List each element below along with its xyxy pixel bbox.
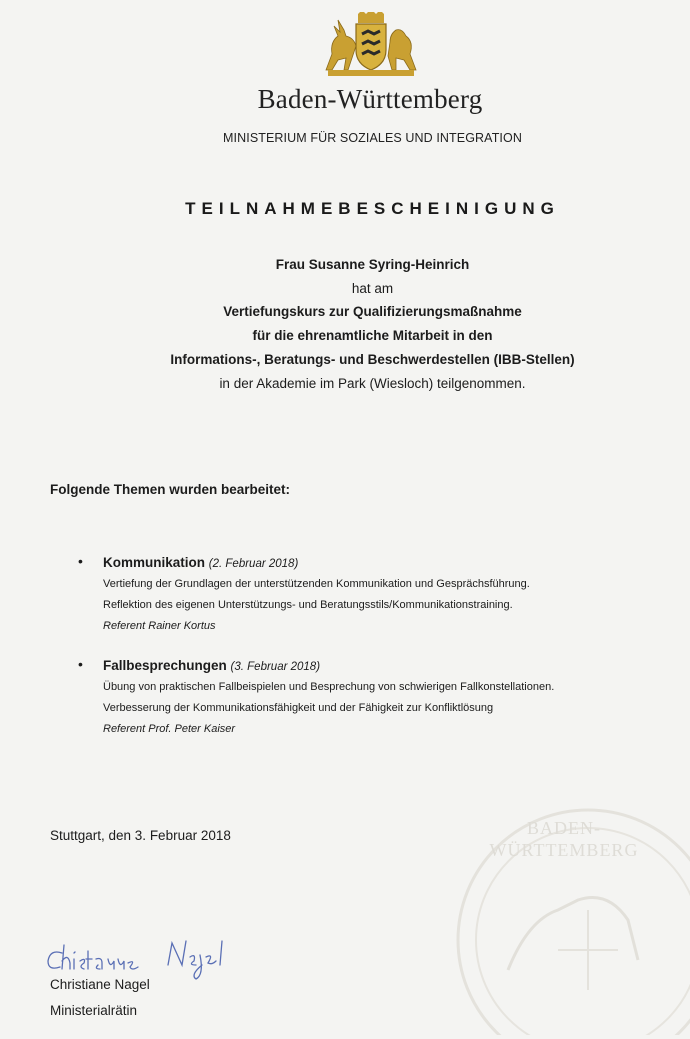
signer-title: Ministerialrätin xyxy=(50,1003,138,1018)
document-title: TEILNAHMEBESCHEINIGUNG xyxy=(185,199,560,218)
topics-heading: Folgende Themen wurden bearbeitet: xyxy=(50,482,291,497)
topic-description: Reflektion des eigenen Unterstützungs- und Beratungsstils/Kommunikationstraining. xyxy=(103,599,513,611)
seal-text-line-1: BADEN- xyxy=(527,818,601,838)
bullet-icon: • xyxy=(78,553,83,569)
topic-date: (3. Februar 2018) xyxy=(230,661,321,673)
handwritten-signature xyxy=(40,935,240,981)
ministry-name: MINISTERIUM FÜR SOZIALES UND INTEGRATION xyxy=(223,131,522,145)
topic-description: Übung von praktischen Fallbeispielen und Besprechung von schwierigen Fallkonstellationen. xyxy=(103,681,555,693)
topic-date: (2. Februar 2018) xyxy=(208,558,299,570)
embossed-seal xyxy=(438,790,690,1035)
topic-name: Fallbesprechungen xyxy=(103,658,227,673)
topic-description: Verbesserung der Kommunikationsfähigkeit und der Fähigkeit zur Konfliktlösung xyxy=(103,702,494,714)
signer-name: Christiane Nagel xyxy=(50,977,150,992)
course-line-1: Vertiefungskurs zur Qualifizierungsmaßnahme xyxy=(223,304,522,320)
recipient-name: Frau Susanne Syring-Heinrich xyxy=(275,257,470,272)
seal-text-line-2: WÜRTTEMBERG xyxy=(489,840,639,860)
body-line-hat-am: hat am xyxy=(351,280,394,296)
topic-referent: Referent Rainer Kortus xyxy=(103,620,216,632)
course-line-3: Informations-, Beratungs- und Beschwerdestellen (IBB-Stellen) xyxy=(170,351,575,367)
topic-description: Vertiefung der Grundlagen der unterstützenden Kommunikation und Gesprächsführung. xyxy=(103,578,530,590)
bullet-icon: • xyxy=(78,656,83,672)
course-line-2: für die ehrenamtliche Mitarbeit in den xyxy=(252,328,493,344)
place-and-date: Stuttgart, den 3. Februar 2018 xyxy=(50,828,231,843)
state-name: Baden-Württemberg xyxy=(257,84,483,114)
coat-of-arms-logo xyxy=(318,12,424,78)
topic-referent: Referent Prof. Peter Kaiser xyxy=(103,723,236,735)
certificate-body xyxy=(0,253,690,395)
location-line: in der Akademie im Park (Wiesloch) teilgenommen. xyxy=(219,375,526,391)
topic-name: Kommunikation xyxy=(103,555,206,570)
